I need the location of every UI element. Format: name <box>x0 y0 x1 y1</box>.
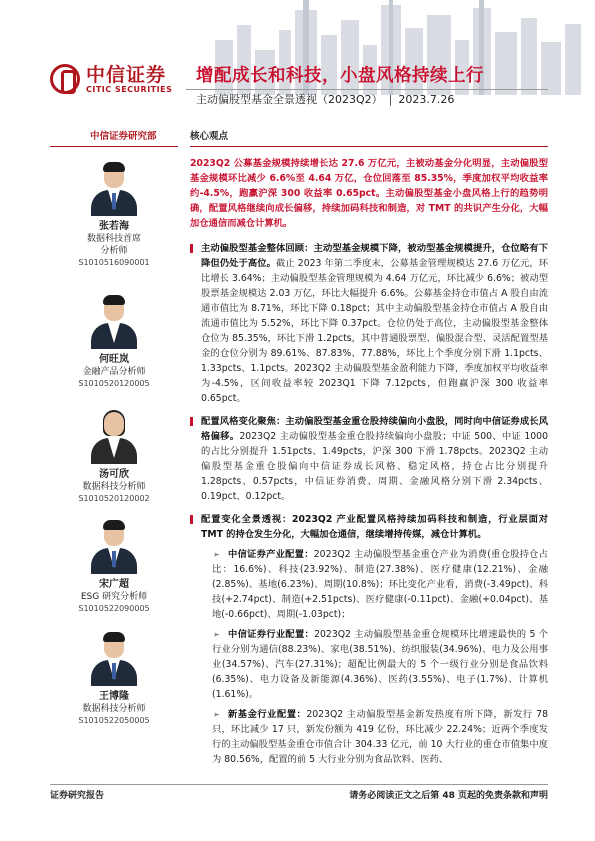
avatar <box>89 518 139 574</box>
bullet-lead: 配置风格变化聚焦：主动偏股型基金重仓股持续偏向小盘股，同时向中信证券成长风格偏移。 <box>201 416 548 442</box>
sub-bullet-item <box>201 547 548 622</box>
bullet-list <box>190 241 548 767</box>
footer-disclaimer: 请务必阅读正文之后第 48 页起的免责条款和声明 <box>349 791 548 801</box>
analyst-license-id: S1010520120005 <box>78 379 150 388</box>
core-views-section <box>190 128 548 775</box>
analyst-sidebar <box>50 128 178 147</box>
analyst-role: 数据科技分析师 <box>82 704 146 714</box>
footer-divider <box>50 784 548 785</box>
analyst-license-id: S1010516090001 <box>78 258 150 267</box>
bullet-text: 截止 2023 年第二季度末，公募基金管理规模达 27.6 万亿元，环比增长 3.64%；主动偏股型基金管理规模为 4.64 万亿元，环比减少 6.6%；被动型股票基金规模达 2.03 万亿，环比大幅提升 6.6%。公募基金持仓市值占 A 股自由流通市值比为 8.71%，环比下降 0.18pct；其中主动偏股型基金持仓市值占 A 股自由流通市值比为 5.52%，环比下降 0.37pct。仓位仍处于高位，主动偏股型基金整体仓位为 85.35%，环比下滑 1.2pcts，其中普通股票型、偏股混合型、灵活配置型基金的仓位分别为 89.61%、87.83%、77.88%，环比上个季度分别下滑 1.1pcts、1.33pcts、1.1pcts。2023Q2 主动偏股型基金盈利能力下降，季度加权平均收益率为-4.5%，区间收益率较 2023Q1 下降 7.12pcts，但跑赢沪深 300 收益率 0.65pct。 <box>201 258 548 404</box>
subtitle-separator: | <box>388 93 393 106</box>
avatar <box>89 293 139 349</box>
analyst-license-id: S1010520120002 <box>78 494 150 503</box>
analyst-name: 何旺岚 <box>99 354 129 365</box>
logo-chinese-name: 中信证券 <box>86 63 167 86</box>
report-date: 2023.7.26 <box>398 93 455 106</box>
analyst-card <box>50 160 178 269</box>
analyst-role: 数据科技首席 <box>86 234 141 244</box>
report-header <box>0 0 595 118</box>
analyst-role: 数据科技分析师 <box>82 482 146 492</box>
bullet-marker-icon <box>190 244 193 253</box>
sub-bullet-text: 2023Q2 主动偏股型基金重仓产业为消费(重仓股持仓占比：16.6%)、科技(23.92%)、制造(27.38%)、医疗健康(12.21%)、金融(2.85%)、基地(6.23%)、周期(10.8%)；环比变化产业看，消费(-3.49pct)、科技(+2.74pct)、制造(+2.51pcts)、医疗健康(-0.11pct)、金融(+0.04pct)、基地(-0.66pct)、周期(-1.03pct)； <box>212 549 548 620</box>
analyst-card <box>50 518 178 615</box>
arrow-right-icon: ➢ <box>213 630 220 639</box>
analyst-license-id: S1010522050005 <box>78 716 150 725</box>
arrow-right-icon: ➢ <box>213 710 220 719</box>
sub-bullet-lead: 新基金行业配置： <box>228 709 307 720</box>
sub-bullet-lead: 中信证券行业配置： <box>228 629 315 640</box>
bullet-item <box>190 241 548 406</box>
analyst-role: ESG 研究分析师 <box>80 592 148 602</box>
sub-bullet-text: 2023Q2 主动偏股型基金重仓规模环比增速最快的 5 个行业分别为通信(88.23%)、家电(38.51%)、纺织服装(34.96%)、电力及公用事业(34.57%)、汽车(27.31%)；超配比例最大的 5 个一级行业分别是食品饮料(6.35%)、电力设备及新能源(4.36%)、医药(3.55%)、电子(1.7%)、计算机(1.61%)。 <box>212 629 548 700</box>
summary-paragraph: 2023Q2 公募基金规模持续增长达 27.6 万亿元，主被动基金分化明显，主动偏股型基金规模环比减少 6.6%至 4.64 万亿，仓位回落至 85.35%，季度加权平均收益率约-4.5%，跑赢沪深 300 收益率 0.65pct。主动偏股型基金小盘风格上行的趋势明确，配置风格继续向成长偏移，持续加码科技和制造，对 TMT 的共识产生分化，大幅加仓通信而减仓计算机。 <box>190 158 548 229</box>
analyst-card <box>50 408 178 505</box>
analyst-card <box>50 293 178 390</box>
analyst-name: 汤可欣 <box>99 469 129 480</box>
analyst-name: 宋广超 <box>99 579 129 590</box>
analyst-card <box>50 630 178 727</box>
sub-bullet-item <box>201 707 548 767</box>
analyst-role-line2: 分析师 <box>100 246 128 256</box>
bullet-lead: 主动偏股型基金整体回顾：主动型基金规模下降，被动型基金规模提升，仓位略有下降但仍处于高位。 <box>201 243 548 269</box>
bullet-item <box>190 414 548 504</box>
subtitle-text: 主动偏股型基金全景透视（2023Q2） <box>196 93 383 106</box>
report-title: 增配成长和科技，小盘风格持续上行 <box>196 66 484 86</box>
core-views-heading: 核心观点 <box>190 128 548 147</box>
footer-report-type: 证券研究报告 <box>50 791 105 801</box>
analyst-name: 王博隆 <box>99 691 129 702</box>
sub-bullet-text: 2023Q2 主动偏股型基金新发热度有所下降，新发行 78 只，环比减少 17 只，新发份额为 419 亿份，环比减少 22.24%；近两个季度发行的主动偏股型基金重仓市值合计 304.33 亿元，前 10 大行业的重仓市值集中度为 80.56%，配置的前 5 大行业分别为食品饮料、医药、 <box>212 709 548 765</box>
arrow-right-icon: ➢ <box>213 550 220 559</box>
bullet-lead: 配置变化全景透视：2023Q2 产业配置风格持续加码科技和制造，行业层面对 TMT 的持仓发生分化，大幅加仓通信，继续增持传媒，减仓计算机。 <box>201 514 548 540</box>
research-dept-heading: 中信证券研究部 <box>50 128 178 147</box>
avatar <box>89 160 139 216</box>
bullet-text: 2023Q2 主动偏股型基金重仓股持续偏向小盘股；中证 500、中证 1000 的占比分别提升 1.51pcts、1.49pcts，沪深 300 下滑 1.78pcts。2023Q2 主动偏股型基金重仓股偏向中信证券成长风格、稳定风格，持仓占比分别提升 1.28pcts、0.57pcts，中信证券消费、周期、金融风格分别下滑 2.34pcts、0.19pct、0.12pct。 <box>201 431 548 502</box>
avatar <box>89 408 139 464</box>
sub-bullet-lead: 中信证券产业配置： <box>228 549 314 560</box>
citic-logo <box>50 64 172 94</box>
bullet-marker-icon <box>190 417 193 426</box>
bullet-item <box>190 512 548 767</box>
avatar <box>89 630 139 686</box>
analyst-name: 张若海 <box>99 221 129 232</box>
citic-logo-icon <box>50 64 80 94</box>
sub-bullet-item <box>201 627 548 702</box>
header-divider <box>186 89 548 90</box>
report-subtitle <box>196 91 454 107</box>
analyst-role: 金融产品分析师 <box>82 367 146 377</box>
bullet-marker-icon <box>190 515 193 524</box>
analyst-license-id: S1010522090005 <box>78 604 150 613</box>
logo-english-name: CITIC SECURITIES <box>86 84 173 94</box>
